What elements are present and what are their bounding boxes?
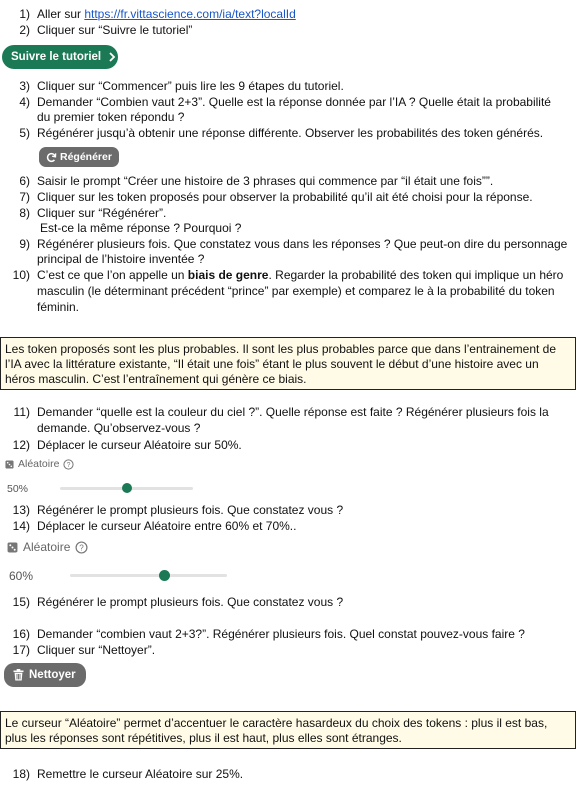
step-text: masculin (le déterminant précédent “prince” par exemple) et comparez le à la probabilité du token — [37, 284, 555, 298]
random-slider-title: Aléatoire — [18, 458, 60, 470]
svg-text:?: ? — [67, 461, 71, 469]
step-number: 16) — [12, 627, 30, 641]
step-number: 11) — [13, 405, 30, 419]
step-number: 13) — [12, 503, 30, 517]
clean-button[interactable] — [4, 663, 86, 687]
step-text: Régénérer le prompt plusieurs fois. Que constatez vous ? — [37, 595, 344, 609]
note-box-bias — [0, 337, 576, 390]
note-line: plus les réponses sont répétitives, plus il est haut, plus elles sont étranges. — [5, 731, 402, 745]
step-text: féminin. — [37, 300, 80, 314]
step-text: Régénérer le prompt plusieurs fois. Que constatez vous ? — [37, 503, 344, 517]
step-number: 17) — [12, 643, 30, 657]
note-line: l’IA avec la littérature existante, “Il était une fois” étant le plus souvent le début d’une histoire avec un — [5, 357, 539, 371]
step-text: Aller sur — [37, 7, 85, 21]
step-number: 1) — [19, 7, 30, 21]
note-line: héros masculin. C’est l’entraînement qui génère ce biais. — [5, 372, 307, 386]
step-text: principal de l’histoire inventée ? — [37, 252, 205, 266]
step-number: 7) — [19, 190, 30, 204]
step-text: Cliquer sur “Régénérer”. — [37, 206, 167, 220]
step-text: demande. Qu’observez-vous ? — [37, 421, 201, 435]
random-slider-label — [5, 458, 74, 470]
step-text: Cliquer sur “Commencer” puis lire les 9 étapes du tutoriel. — [37, 79, 344, 93]
random-slider-label — [7, 540, 88, 554]
note-line: Le curseur “Aléatoire” permet d’accentuer le caractère hasardeux du choix des tokens : plus il est bas, — [5, 716, 548, 730]
step-text: Demander “Combien vaut 2+3”. Quelle est la réponse donnée par l’IA ? Quelle était la probabilité — [37, 95, 551, 109]
step-number: 2) — [19, 23, 30, 37]
step-number: 12) — [12, 438, 30, 452]
step-number: 6) — [19, 174, 30, 188]
clean-label: Nettoyer — [29, 669, 76, 681]
step-text: . Regarder la probabilité des token qui implique un héro — [268, 268, 564, 282]
step-number: 9) — [19, 237, 30, 251]
chevron-right-icon — [108, 52, 116, 62]
step-text: Cliquer sur “Suivre le tutoriel” — [37, 23, 193, 37]
random-slider-track[interactable] — [70, 574, 227, 577]
random-slider-title: Aléatoire — [23, 540, 71, 554]
refresh-icon — [46, 152, 57, 163]
trash-icon — [13, 669, 24, 681]
random-slider-thumb[interactable] — [122, 483, 132, 493]
step-text: Cliquer sur “Nettoyer”. — [37, 643, 156, 657]
note-line: Les token proposés sont les plus probables. Il sont les plus probables parce que dans l’entrainement de — [5, 342, 557, 356]
note-box-random — [0, 711, 576, 749]
dice-icon — [5, 460, 14, 469]
bias-term: biais de genre — [187, 268, 269, 282]
step-text: Est-ce la même réponse ? Pourquoi ? — [40, 221, 242, 235]
step-text: Cliquer sur les token proposés pour observer la probabilité qu’il ait été choisi pour la réponse. — [37, 190, 533, 204]
step-text: Déplacer le curseur Aléatoire sur 50%. — [37, 438, 242, 452]
dice-icon — [7, 542, 18, 553]
step-number: 8) — [19, 206, 30, 220]
step-text: Remettre le curseur Aléatoire sur 25%. — [37, 767, 244, 781]
follow-tutorial-button[interactable] — [2, 45, 118, 69]
follow-tutorial-label: Suivre le tutoriel — [11, 51, 102, 63]
regenerate-button[interactable] — [39, 147, 119, 167]
step-text: Déplacer le curseur Aléatoire entre 60% et 70%.. — [37, 519, 297, 533]
step-number: 14) — [12, 519, 30, 533]
help-icon[interactable] — [63, 459, 74, 470]
step-text: Régénérer jusqu’à obtenir une réponse différente. Observer les probabilités des token générés. — [37, 126, 544, 140]
step-text: du premier token répondu ? — [37, 110, 185, 124]
regenerate-label: Régénérer — [60, 151, 112, 163]
step-number: 18) — [12, 767, 30, 781]
step-number: 5) — [19, 126, 30, 140]
random-slider-thumb[interactable] — [159, 570, 170, 581]
vittascience-link[interactable]: https://fr.vittascience.com/ia/text?localId — [84, 7, 296, 21]
step-number: 4) — [19, 95, 30, 109]
step-text: Demander “combien vaut 2+3?”. Régénérer plusieurs fois. Quel constat pouvez-vous faire ? — [37, 627, 525, 641]
svg-text:?: ? — [79, 542, 85, 552]
step-number: 15) — [12, 595, 30, 609]
step-number: 10) — [12, 268, 30, 282]
step-text: C’est ce que l’on appelle un — [37, 268, 188, 282]
step-text: Saisir le prompt “Créer une histoire de 3 phrases qui commence par “il était une fois””. — [37, 174, 494, 188]
random-slider-value: 50% — [7, 483, 29, 495]
step-text: Demander “quelle est la couleur du ciel ?”. Quelle réponse est faite ? Régénérer plusieurs fois la — [37, 405, 549, 419]
random-slider-value: 60% — [9, 569, 34, 583]
step-number: 3) — [19, 79, 30, 93]
step-text: Régénérer plusieurs fois. Que constatez vous dans les réponses ? Que peut-on dire du personnage — [37, 237, 568, 251]
help-icon[interactable] — [75, 541, 88, 554]
